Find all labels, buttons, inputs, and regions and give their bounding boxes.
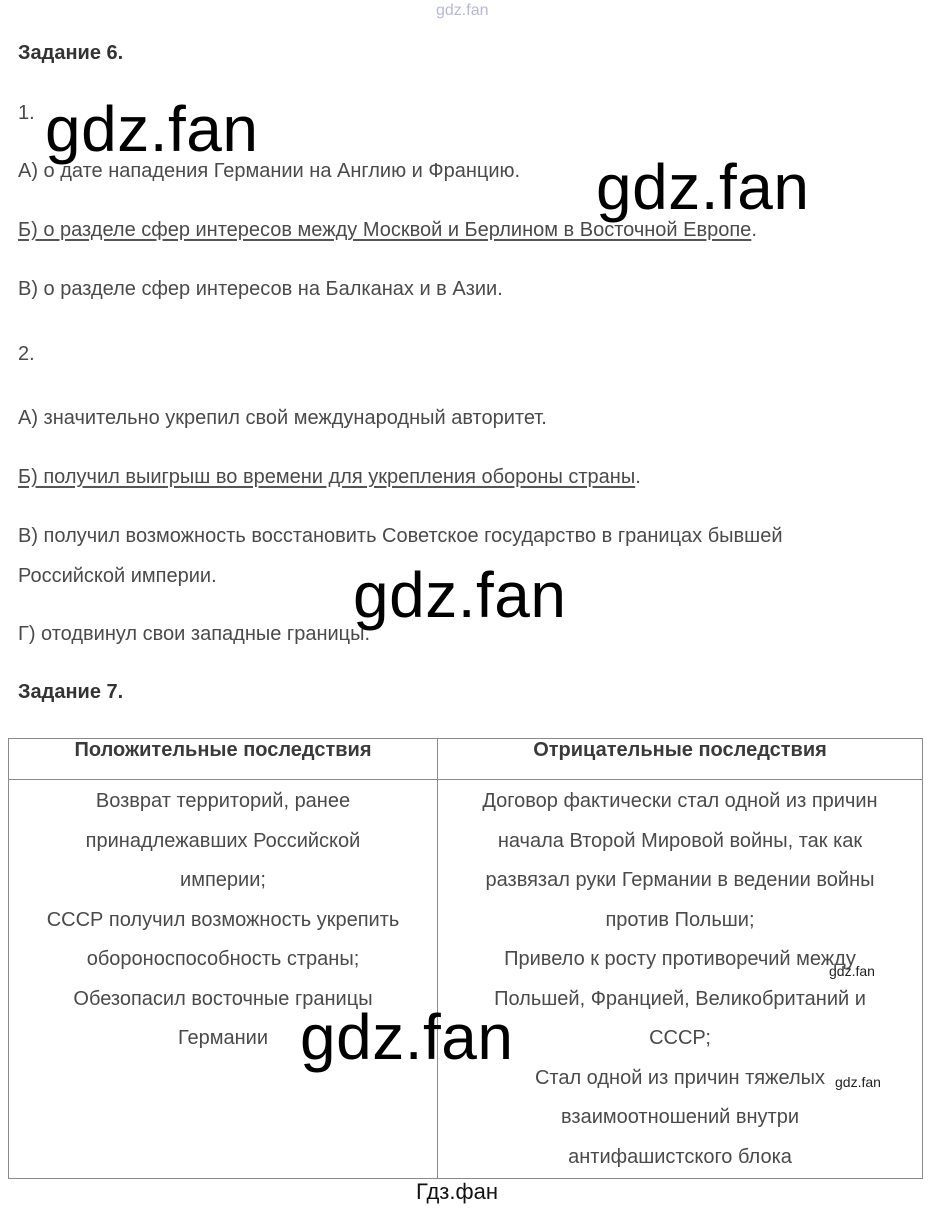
watermark-big: gdz.fan <box>45 93 259 165</box>
positive-line: империи; <box>180 869 266 891</box>
q2-option-a: А) значительно укрепил свой международный авторитет. <box>18 407 547 429</box>
task7-heading: Задание 7. <box>18 681 124 703</box>
negative-line: развязал руки Германии в ведении войны <box>485 869 875 891</box>
task6-heading: Задание 6. <box>18 42 124 64</box>
watermark-big: gdz.fan <box>300 1001 514 1073</box>
negative-line: антифашистского блока <box>568 1145 792 1168</box>
q2-option-b-period: . <box>635 466 641 488</box>
positive-line: обороноспособность страны; <box>86 948 360 970</box>
negative-line: Польшей, Францией, Великобританий и <box>494 987 866 1010</box>
header-positive: Положительные последствия <box>9 739 438 780</box>
q2-option-d: Г) отодвинул свои западные границы. <box>18 623 371 645</box>
negative-line: Договор фактически стал одной из причин <box>482 790 878 812</box>
watermark-big: gdz.fan <box>596 151 810 223</box>
q1-option-a: А) о дате нападения Германии на Англию и Францию. <box>18 160 521 182</box>
table-header-row <box>9 739 923 780</box>
positive-cell <box>9 780 438 1179</box>
negative-cell <box>438 780 923 1179</box>
watermark-top: gdz.fan <box>436 2 489 19</box>
table-row <box>9 780 923 1179</box>
watermark-small: gdz.fan <box>829 963 875 979</box>
negative-line: СССР; <box>649 1027 711 1049</box>
q2-number: 2. <box>18 343 35 365</box>
watermark-small: gdz.fan <box>835 1074 881 1090</box>
q1-number: 1. <box>18 102 35 124</box>
negative-line: Привело к росту противоречий между <box>504 948 856 970</box>
positive-line: Обезопасил восточные границы <box>73 987 373 1010</box>
negative-line: взаимоотношений внутри <box>561 1106 799 1128</box>
q2-option-b-text: Б) получил выигрыш во времени для укрепления обороны страны <box>18 466 636 488</box>
q1-option-b-period: . <box>751 219 757 241</box>
q1-option-c: В) о разделе сфер интересов на Балканах и в Азии. <box>18 278 503 300</box>
q1-option-b-text: Б) о разделе сфер интересов между Москвой и Берлином в Восточной Европе <box>18 219 752 241</box>
footer-caption: Гдз.фан <box>416 1179 498 1204</box>
header-negative: Отрицательные последствия <box>438 739 923 780</box>
negative-line: против Польши; <box>605 908 755 931</box>
q2-option-c-line1: В) получил возможность восстановить Советское государство в границах бывшей <box>18 525 783 547</box>
negative-line: Стал одной из причин тяжелых <box>534 1066 826 1089</box>
q2-option-b <box>18 457 641 497</box>
consequences-table <box>8 738 923 1179</box>
watermark-big: gdz.fan <box>353 559 567 631</box>
q2-option-c-line2: Российской империи. <box>18 565 217 587</box>
positive-line: Германии <box>178 1027 268 1049</box>
positive-line: Возврат территорий, ранее <box>95 790 351 812</box>
positive-line: СССР получил возможность укрепить <box>46 908 400 931</box>
positive-line: принадлежавших Российской <box>85 829 361 852</box>
negative-line: начала Второй Мировой войны, так как <box>497 829 863 852</box>
